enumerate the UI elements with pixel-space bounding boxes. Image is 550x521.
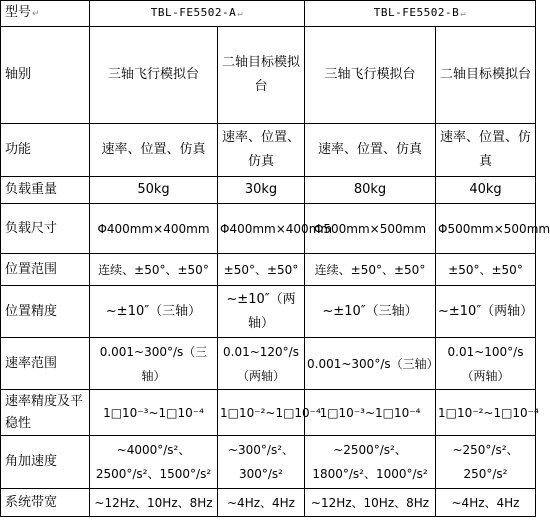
table-cell: ~12Hz、10Hz、8Hz (305, 489, 436, 517)
row-label: 轴别 (1, 27, 90, 124)
model-a-cell: TBL-FE5502-A↵ (90, 1, 305, 27)
header-label: 型号 (5, 5, 32, 20)
table-cell: 连续、±50°、±50° (90, 254, 218, 286)
table-cell: ~4Hz、4Hz (436, 489, 536, 517)
table-cell: Φ500mm×500mm (436, 204, 536, 254)
table-cell: 1□10⁻²~1□10⁻⁴ (218, 390, 305, 436)
table-cell: ~±10″（三轴） (305, 286, 436, 338)
table-cell: ~12Hz、10Hz、8Hz (90, 489, 218, 517)
table-cell: 0.01~120°/s（两轴） (218, 338, 305, 390)
table-row (1, 124, 536, 177)
row-label: 角加速度 (1, 436, 90, 489)
table-cell: Φ400mm×400mm (218, 204, 305, 254)
table-cell: 三轴飞行模拟台 (90, 27, 218, 124)
table-cell: 三轴飞行模拟台 (305, 27, 436, 124)
table-cell: 0.001~300°/s（三轴） (305, 338, 436, 390)
table-cell: 40kg (436, 177, 536, 204)
model-b-cell: TBL-FE5502-B↵ (305, 1, 536, 27)
table-cell: 0.001~300°/s（三轴） (90, 338, 218, 390)
row-label: 速率精度及平稳性 (1, 390, 90, 436)
model-a: TBL-FE5502-A (150, 6, 237, 19)
table-row (1, 177, 536, 204)
table-cell: Φ500mm×500mm (305, 204, 436, 254)
table-cell: 80kg (305, 177, 436, 204)
table-cell: ~4000°/s²、2500°/s²、1500°/s² (90, 436, 218, 489)
row-label: 位置精度 (1, 286, 90, 338)
table-row (1, 204, 536, 254)
table-cell: 1□10⁻²~1□10⁻⁴ (436, 390, 536, 436)
model-b: TBL-FE5502-B (373, 6, 460, 19)
table-cell: ±50°、±50° (436, 254, 536, 286)
row-label: 系统带宽 (1, 489, 90, 517)
table-cell: ~±10″（两轴） (436, 286, 536, 338)
table-row (1, 286, 536, 338)
table-row (1, 489, 536, 517)
row-label: 负载重量 (1, 177, 90, 204)
table-row (1, 27, 536, 124)
table-cell: Φ400mm×400mm (90, 204, 218, 254)
table-cell: 速率、位置、仿真 (218, 124, 305, 177)
table-cell: 速率、位置、仿真 (305, 124, 436, 177)
row-label: 负载尺寸 (1, 204, 90, 254)
table-cell: ±50°、±50° (218, 254, 305, 286)
table-row (1, 338, 536, 390)
header-label-cell: 型号↵ (1, 1, 90, 27)
table-row (1, 254, 536, 286)
table-cell: ~4Hz、4Hz (218, 489, 305, 517)
row-label: 位置范围 (1, 254, 90, 286)
table-cell: ~300°/s²、300°/s² (218, 436, 305, 489)
table-cell: 30kg (218, 177, 305, 204)
table-cell: 连续、±50°、±50° (305, 254, 436, 286)
table-cell: 0.01~100°/s（两轴） (436, 338, 536, 390)
table-cell: 二轴目标模拟台 (218, 27, 305, 124)
table-cell: ~250°/s²、250°/s² (436, 436, 536, 489)
row-label: 速率范围 (1, 338, 90, 390)
table-cell: 速率、位置、仿真 (436, 124, 536, 177)
table-cell: ~±10″（两轴） (218, 286, 305, 338)
header-row (1, 1, 536, 27)
table-cell: 二轴目标模拟台 (436, 27, 536, 124)
row-label: 功能 (1, 124, 90, 177)
table-row (1, 390, 536, 436)
table-cell: ~±10″（三轴） (90, 286, 218, 338)
table-cell: 速率、位置、仿真 (90, 124, 218, 177)
table-cell: 1□10⁻³~1□10⁻⁴ (305, 390, 436, 436)
table-row (1, 436, 536, 489)
table-cell: ~2500°/s²、1800°/s²、1000°/s² (305, 436, 436, 489)
table-cell: 1□10⁻³~1□10⁻⁴ (90, 390, 218, 436)
table-cell: 50kg (90, 177, 218, 204)
